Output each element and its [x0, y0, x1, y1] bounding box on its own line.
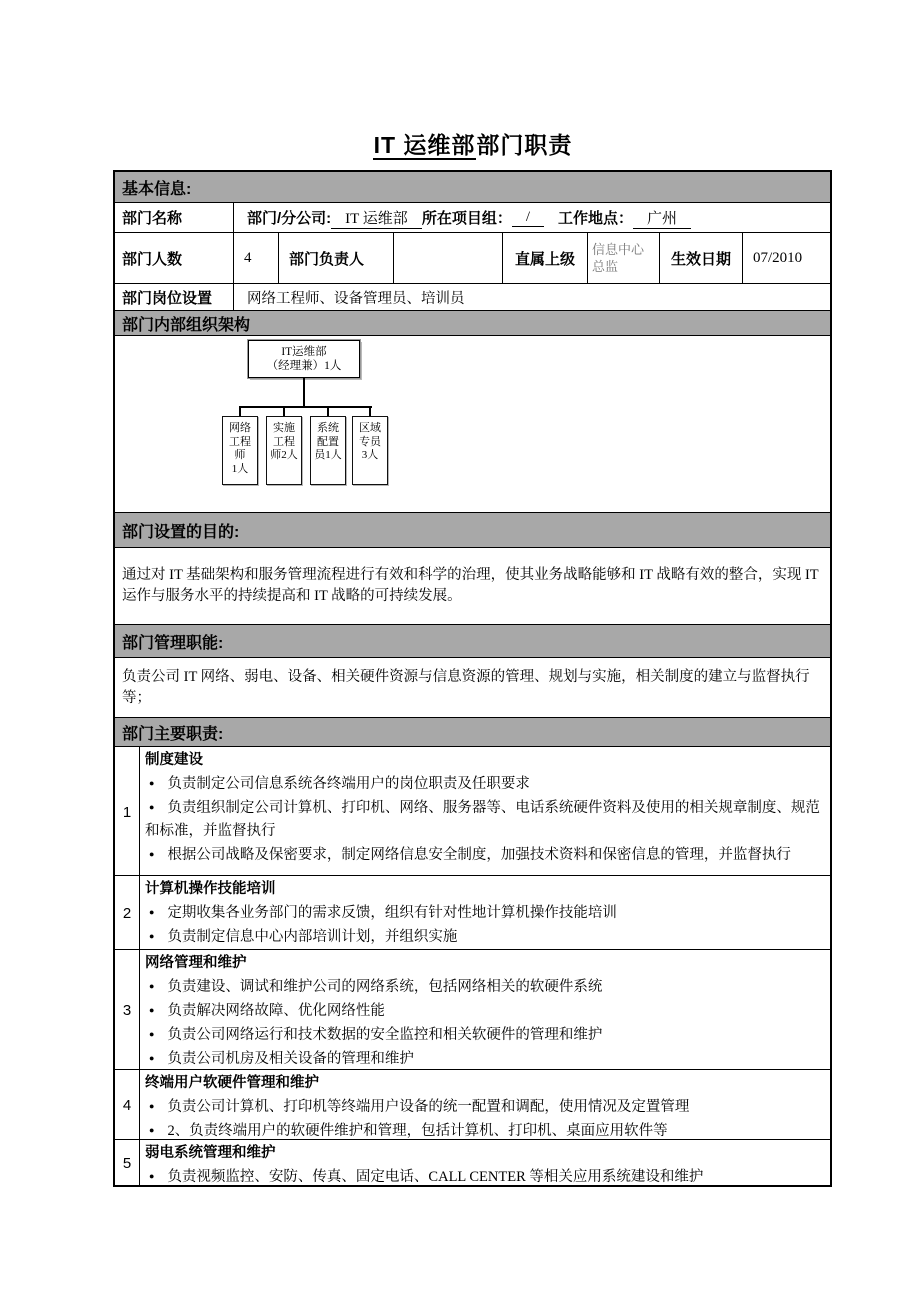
duty-bullet-text: 负责制定信息中心内部培训计划，并组织实施 — [167, 929, 458, 945]
org-connector-root-stub — [303, 378, 305, 406]
duty-bullet-item — [145, 796, 822, 843]
duty-row-body — [140, 1140, 830, 1185]
duty-row-number: 1 — [115, 747, 140, 875]
org-child-line: 系统 — [317, 422, 339, 434]
section-bar-basic-info — [115, 172, 830, 202]
duty-row-body — [140, 1070, 830, 1139]
duty-row-title: 终端用户软硬件管理和维护 — [145, 1075, 319, 1091]
project-group-value: / — [512, 209, 544, 227]
org-child-line: 1人 — [231, 462, 249, 475]
row-positions — [115, 283, 830, 310]
page-title — [113, 127, 832, 160]
section-bar-org-structure — [115, 310, 830, 335]
bullet-icon: ● — [149, 981, 155, 991]
org-child-line: 工程 — [229, 435, 251, 448]
dept-name-label: 部门名称 — [122, 210, 183, 227]
org-child-line: 实施 — [273, 422, 295, 434]
duty-items-container — [145, 901, 822, 949]
org-child-line: 3人 — [361, 449, 379, 461]
section-bar-org-structure-label: 部门内部组织架构 — [122, 316, 251, 334]
duty-row-body — [140, 876, 830, 949]
duty-row-number: 2 — [115, 876, 140, 949]
department-duty-table — [113, 170, 832, 1187]
purpose-text-cell — [115, 547, 830, 624]
positions-value: 网络工程师、设备管理员、培训员 — [233, 284, 830, 310]
dept-head-label: 部门负责人 — [278, 233, 393, 283]
duty-row-3 — [115, 949, 830, 1069]
dept-name-value-cell — [233, 203, 830, 232]
org-connector-horizontal — [240, 406, 372, 408]
bullet-icon: ● — [149, 802, 155, 812]
bullet-icon: ● — [149, 1125, 155, 1135]
duty-bullet-item — [145, 1047, 822, 1071]
work-location-value: 广州 — [633, 207, 691, 229]
purpose-text: 通过对 IT 基础架构和服务管理流程进行有效和科学的治理，使其业务战略能够和 IT 战略有效的整合，实现 IT 运作与服务水平的持续提高和 IT 战略的可持续发展。 — [122, 567, 819, 604]
duty-bullet-item — [145, 1165, 822, 1189]
duty-bullet-text: 负责组织制定公司计算机、打印机、网络、服务器等、电话系统硬件资料及使用的相关规章制度、规范和标准，并监督执行 — [145, 800, 820, 839]
section-bar-purpose-label: 部门设置的目的: — [122, 523, 240, 541]
duty-bullet-item — [145, 1095, 822, 1119]
duty-bullet-item — [145, 843, 822, 867]
duty-bullet-item — [145, 999, 822, 1023]
functions-text: 负责公司 IT 网络、弱电、设备、相关硬件资源与信息资源的管理、规划与实施，相关制度的建立与监督执行等； — [122, 668, 810, 706]
headcount-label: 部门人数 — [122, 250, 183, 268]
duty-row-4 — [115, 1069, 830, 1139]
duty-row-body — [140, 950, 830, 1069]
bullet-icon: ● — [149, 849, 155, 859]
duty-bullet-item — [145, 1023, 822, 1047]
duty-bullet-item — [145, 901, 822, 925]
duty-row-title: 弱电系统管理和维护 — [145, 1145, 276, 1161]
org-child-box — [352, 416, 388, 485]
bullet-icon: ● — [149, 1005, 155, 1015]
section-bar-functions — [115, 624, 830, 657]
duty-bullet-text: 负责公司计算机、打印机等终端用户设备的统一配置和调配，使用情况及定置管理 — [167, 1099, 690, 1115]
duty-row-title: 网络管理和维护 — [145, 955, 247, 971]
org-child-box — [310, 416, 346, 485]
duty-bullet-text: 负责建设、调试和维护公司的网络系统，包括网络相关的软硬件系统 — [167, 979, 603, 995]
duty-row-number: 5 — [115, 1140, 140, 1185]
bullet-icon: ● — [149, 931, 155, 941]
duty-items-container — [145, 1165, 822, 1189]
duty-row-number: 4 — [115, 1070, 140, 1139]
page-title-rest: 部门职责 — [476, 132, 573, 158]
dept-company-label: 部门/分公司: — [247, 210, 332, 227]
duty-row-number: 3 — [115, 950, 140, 1069]
project-group-label: 所在项目组： — [421, 210, 512, 227]
org-chart — [115, 335, 830, 512]
section-bar-duties-label: 部门主要职责: — [122, 725, 224, 743]
bullet-icon: ● — [149, 907, 155, 917]
duty-row-title: 计算机操作技能培训 — [145, 881, 276, 897]
positions-label: 部门岗位设置 — [122, 289, 213, 307]
duty-bullet-text: 负责解决网络故障、优化网络性能 — [167, 1003, 385, 1019]
duty-bullet-text: 负责公司机房及相关设备的管理和维护 — [167, 1051, 414, 1067]
duty-items-container — [145, 975, 822, 1071]
section-bar-duties — [115, 717, 830, 746]
duty-bullet-text: 负责视频监控、安防、传真、固定电话、CALL CENTER 等相关应用系统建设和维护 — [167, 1169, 704, 1185]
org-child-line: 师 — [234, 449, 246, 461]
duty-items-container — [145, 1095, 822, 1143]
org-chart-root-box — [248, 340, 360, 378]
duty-bullet-item — [145, 772, 822, 796]
org-child-line: 网络 — [229, 422, 251, 434]
duty-bullet-text: 负责公司网络运行和技术数据的安全监控和相关软硬件的管理和维护 — [167, 1027, 603, 1043]
duty-bullet-item — [145, 975, 822, 999]
bullet-icon: ● — [149, 778, 155, 788]
org-root-line1: IT运维部 — [281, 346, 327, 358]
bullet-icon: ● — [149, 1053, 155, 1063]
duty-bullet-text: 2、负责终端用户的软硬件维护和管理，包括计算机、打印机、桌面应用软件等 — [167, 1123, 668, 1139]
bullet-icon: ● — [149, 1029, 155, 1039]
bullet-icon: ● — [149, 1101, 155, 1111]
supervisor-value: 信息中心总监 — [587, 233, 659, 283]
bullet-icon: ● — [149, 1171, 155, 1181]
org-child-line: 专员 — [359, 435, 381, 448]
duty-row-title: 制度建设 — [145, 752, 203, 768]
org-child-line: 员1人 — [314, 449, 342, 461]
org-child-line: 工程 — [273, 435, 295, 448]
duty-bullet-item — [145, 925, 822, 949]
headcount-value: 4 — [233, 233, 278, 283]
duty-row-5 — [115, 1139, 830, 1185]
duty-row-1 — [115, 746, 830, 875]
dept-company-value: IT 运维部 — [331, 207, 422, 229]
org-child-line: 配置 — [317, 435, 339, 448]
section-bar-basic-info-label: 基本信息: — [122, 180, 192, 198]
duty-bullet-text: 根据公司战略及保密要求，制定网络信息安全制度，加强技术资料和保密信息的管理，并监督执行 — [167, 847, 791, 863]
org-child-line: 师2人 — [270, 449, 298, 461]
section-bar-purpose — [115, 512, 830, 547]
section-bar-functions-label: 部门管理职能: — [122, 634, 224, 652]
page-title-underlined: IT 运维部 — [373, 132, 476, 158]
row-headcount — [115, 232, 830, 283]
duty-bullet-text: 负责制定公司信息系统各终端用户的岗位职责及任职要求 — [167, 776, 530, 792]
org-child-box — [222, 416, 258, 485]
work-location-label: 工作地点： — [558, 210, 634, 227]
duty-row-body — [140, 747, 830, 875]
duty-bullet-text: 定期收集各业务部门的需求反馈，组织有针对性地计算机操作技能培训 — [167, 905, 617, 921]
functions-text-cell — [115, 657, 830, 717]
org-child-line: 区域 — [359, 422, 381, 434]
org-child-box — [266, 416, 302, 485]
row-dept-name — [115, 202, 830, 232]
duty-row-2 — [115, 875, 830, 949]
effective-date-value: 07/2010 — [742, 233, 830, 283]
effective-date-label: 生效日期 — [659, 233, 742, 283]
duty-items-container — [145, 772, 822, 867]
dept-head-value — [393, 233, 502, 283]
org-root-line2: （经理兼）1人 — [266, 360, 342, 372]
supervisor-label: 直属上级 — [502, 233, 587, 283]
